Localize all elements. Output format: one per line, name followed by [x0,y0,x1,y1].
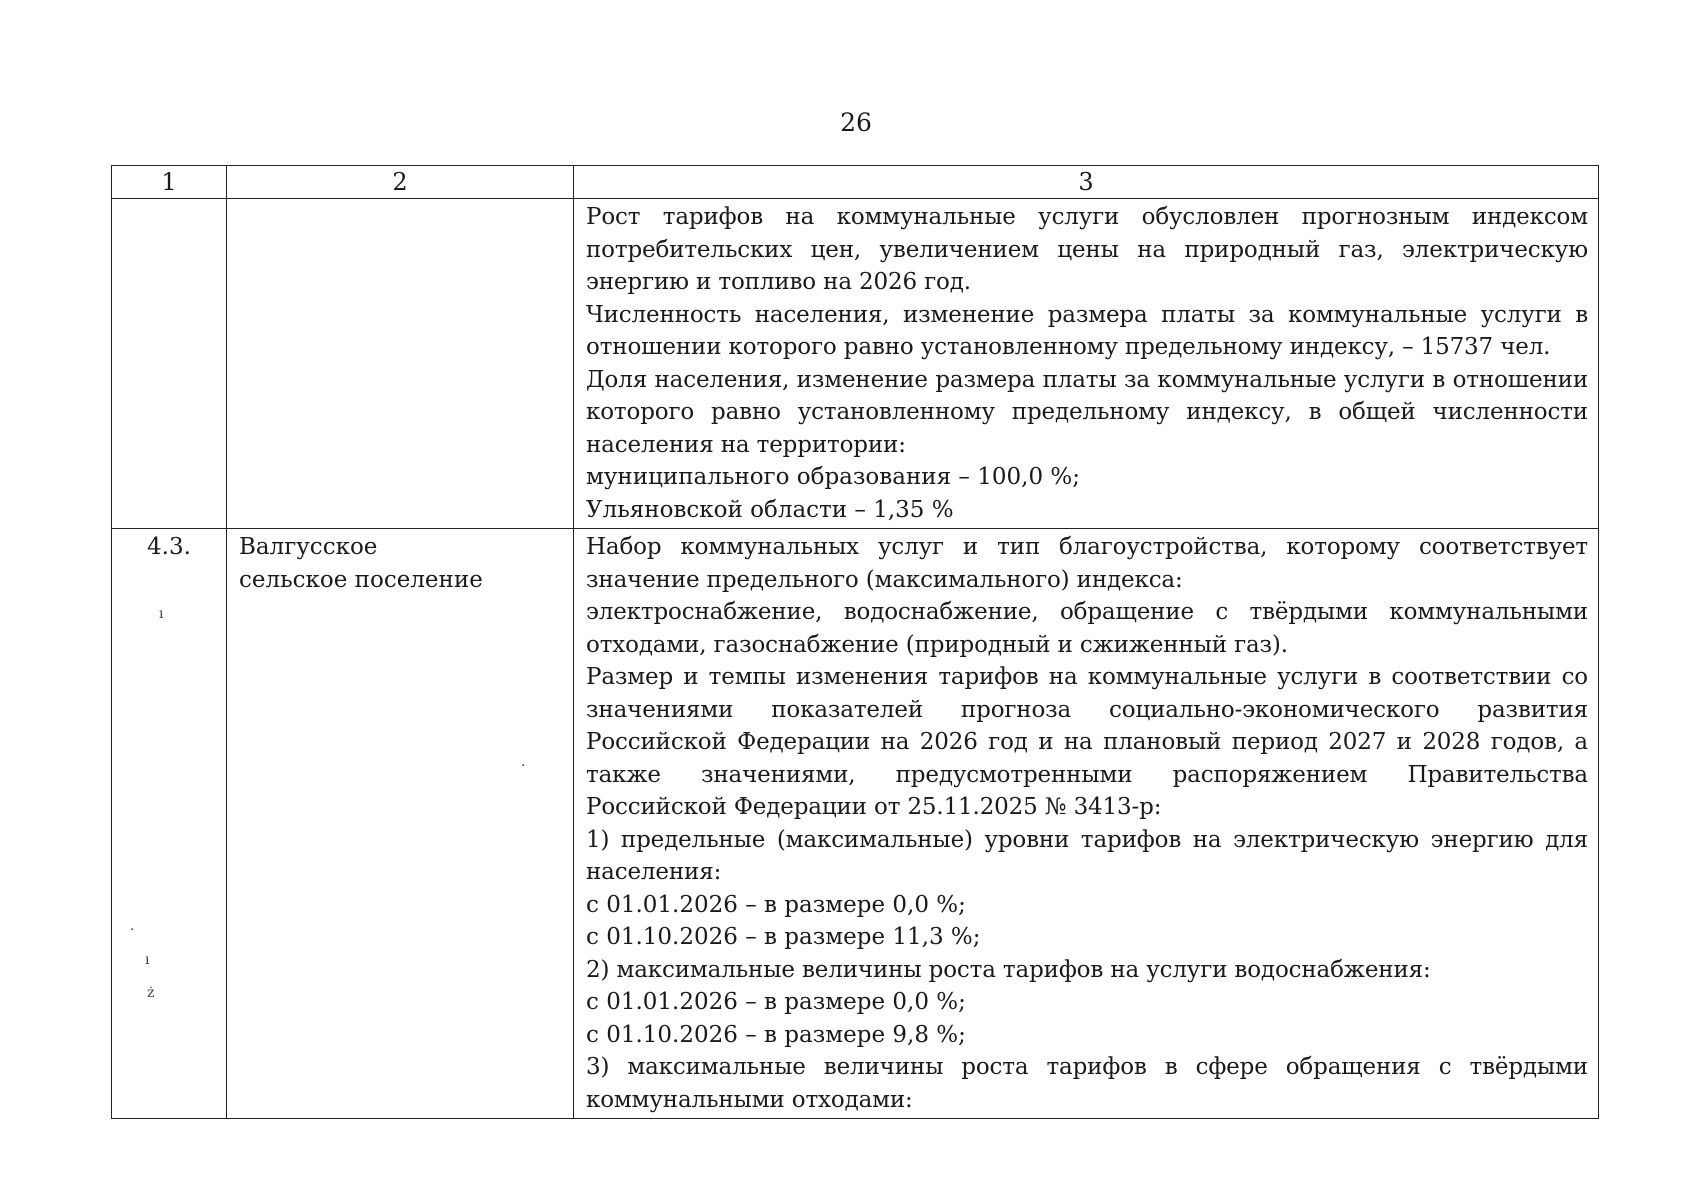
row-number-cell: 4.3. [112,529,227,1119]
table-row [112,529,1599,1119]
description-cell [574,529,1599,1119]
header-col-1: 1 [112,166,227,199]
paragraph-population-share: Доля населения, изменение размера платы за коммунальные услуги в отношении которого равно установленному предельному индексу, в общей численности населения на территории: [586,366,1588,458]
tariff-table [111,165,1599,1119]
paragraph-services-list: электроснабжение, водоснабжение, обращение с твёрдыми коммунальными отходами, газоснабжение (природный и сжиженный газ). [586,599,1588,658]
paragraph-services-set: Набор коммунальных услуг и тип благоустройства, которому соответствует значение предельного (максимального) индекса: [586,534,1588,593]
paragraph-population-count: Численность населения, изменение размера платы за коммунальные услуги в отношении которого равно установленному предельному индексу, – 15737 чел. [586,301,1588,360]
paragraph-tariff-growth: Рост тарифов на коммунальные услуги обусловлен прогнозным индексом потребительских цен, увеличением цены на природный газ, электрическую энергию и топливо на 2026 год. [586,204,1588,295]
line-electricity-oct: с 01.10.2026 – в размере 11,3 %; [586,924,981,950]
settlement-name-cell [227,529,574,1119]
page-number: 26 [840,108,872,137]
settlement-name-line-1: Валгусское [239,534,378,560]
line-water-jan: с 01.01.2026 – в размере 0,0 %; [586,989,966,1015]
scan-speck: ż [147,985,155,1001]
table-row [112,199,1599,529]
description-cell [574,199,1599,529]
paragraph-waste: 3) максимальные величины роста тарифов в сфере обращения с твёрдыми коммунальными отходами: [586,1054,1588,1113]
settlement-name-line-2: сельское поселение [239,566,483,593]
settlement-name-cell [227,199,574,529]
scan-speck: · [521,758,526,774]
paragraph-tariff-rates: Размер и темпы изменения тарифов на коммунальные услуги в соответствии со значениями показателей прогноза социально-экономического развития Российской Федерации на 2026 год и на плановый период 2027 и 2028 годов, а также значениями, предусмотренными распоряжением Правительства Российской Федерации от 25.11.2025 № 3413-р: [586,664,1588,820]
row-number-cell [112,199,227,529]
line-water-oct: с 01.10.2026 – в размере 9,8 %; [586,1021,966,1048]
scan-speck: · [130,922,135,938]
line-electricity-jan: с 01.01.2026 – в размере 0,0 %; [586,891,966,918]
scan-speck: ı [145,952,150,968]
header-col-2: 2 [227,166,574,199]
paragraph-water: 2) максимальные величины роста тарифов на услуги водоснабжения: [586,956,1431,983]
line-region-share: Ульяновской области – 1,35 % [586,496,954,523]
table-header-row [112,166,1599,199]
scan-speck: ı [159,606,164,622]
header-col-3: 3 [574,166,1599,199]
line-municipal-share: муниципального образования – 100,0 %; [586,464,1080,490]
paragraph-electricity: 1) предельные (максимальные) уровни тарифов на электрическую энергию для населения: [586,826,1588,885]
